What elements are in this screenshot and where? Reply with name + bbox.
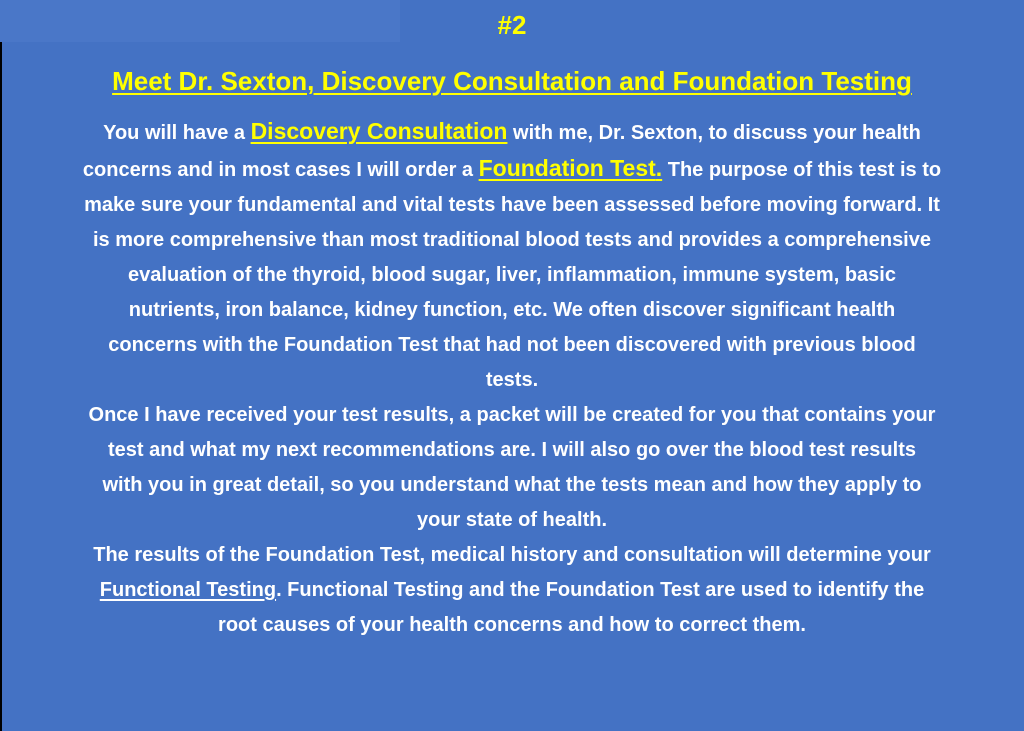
functional-testing-link[interactable]: Functional Testing — [99, 579, 277, 601]
p1-line-2-post: The purpose of this test is to — [662, 159, 942, 181]
p1-line-3: make sure your fundamental and vital tests have been assessed before moving forward. It — [84, 194, 940, 216]
p1-line-8: tests. — [485, 369, 539, 391]
p1-line-6: nutrients, iron balance, kidney function, etc. We often discover significant health — [128, 299, 896, 321]
foundation-test-period: . — [655, 155, 663, 181]
p1-line-2-pre: concerns and in most cases I will order a — [82, 159, 479, 181]
p2-line-3: with you in great detail, so you understand what the tests mean and how they apply to — [102, 474, 922, 496]
p3-line-2 — [12, 573, 1012, 608]
section-number: #2 — [497, 10, 527, 40]
p1-line-1-pre: You will have a — [103, 122, 251, 144]
p3-line-2-post: . Functional Testing and the Foundation Test are used to identify the — [276, 579, 925, 601]
p1-line-1 — [12, 114, 1012, 151]
p1-line-7: concerns with the Foundation Test that had not been discovered with previous blood — [108, 334, 916, 356]
p1-line-5: evaluation of the thyroid, blood sugar, liver, inflammation, immune system, basic — [128, 264, 896, 286]
section-title — [12, 66, 1012, 106]
p1-line-1-post: with me, Dr. Sexton, to discuss your health — [507, 122, 921, 144]
discovery-consultation-link[interactable]: Discovery Consultation — [250, 118, 508, 144]
p3-line-1: The results of the Foundation Test, medical history and consultation will determine your — [93, 544, 931, 566]
p2-line-4: your state of health. — [416, 509, 608, 531]
paragraph-test-results — [12, 398, 1012, 538]
p2-line-2: test and what my next recommendations are. I will also go over the blood test results — [108, 439, 916, 461]
foundation-test-link[interactable]: Foundation Test — [478, 155, 656, 181]
paragraph-discovery-consultation — [12, 114, 1012, 398]
p1-line-2 — [12, 151, 1012, 188]
p1-line-4: is more comprehensive than most traditional blood tests and provides a comprehensive — [93, 229, 931, 251]
paragraph-functional-testing — [12, 538, 1012, 643]
section-title-text: Meet Dr. Sexton, Discovery Consultation and Foundation Testing — [112, 66, 912, 96]
left-edge-border — [0, 42, 2, 731]
p3-line-3: root causes of your health concerns and how to correct them. — [218, 614, 806, 636]
p2-line-1: Once I have received your test results, a packet will be created for you that contains your — [88, 404, 936, 426]
